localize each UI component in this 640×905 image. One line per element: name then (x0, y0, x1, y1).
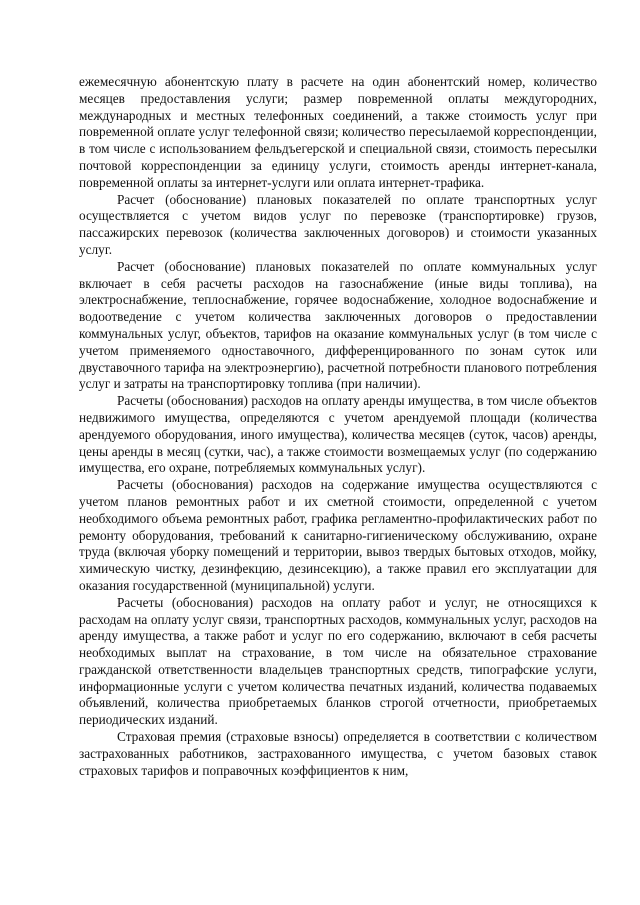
paragraph-communication-services: ежемесячную абонентскую плату в расчете на один абонентский номер, количество месяцев предоставления услуги; размер повременной оплаты междугородних, международных и местных телефонных соединений, а также стоимость услуг при повременной оплате услуг телефонной связи; количество пересылаемой корреспонденции, в том числе с использованием фельдъегерской и специальной связи, стоимость пересылки почтовой корреспонденции за единицу услуги, стоимость аренды интернет-канала, повременной оплаты за интернет-услуги или оплата интернет-трафика. (79, 74, 597, 190)
paragraph-other-services: Расчеты (обоснования) расходов на оплату работ и услуг, не относящихся к расходам на оплату услуг связи, транспортных расходов, коммунальных услуг, расходов на аренду имущества, а также работ и услуг по его содержанию, включают в себя расчеты необходимых выплат на страхование, в том числе на обязательное страхование гражданской ответственности владельцев транспортных средств, типографские услуги, информационные услуги с учетом количества печатных изданий, количества подаваемых объявлений, количества приобретаемых бланков строгой отчетности, приобретаемых периодических изданий. (79, 594, 597, 728)
paragraph-property-rent: Расчеты (обоснования) расходов на оплату аренды имущества, в том числе объектов недвижимого имущества, определяются с учетом арендуемой площади (количества арендуемого оборудования, иного имущества), количества месяцев (суток, часов) аренды, цены аренды в месяц (сутки, час), а также стоимости возмещаемых услуг (по содержанию имущества, его охране, потребляемых коммунальных услуг). (79, 393, 597, 476)
document-page (79, 74, 597, 779)
paragraph-utility-services: Расчет (обоснование) плановых показателей по оплате коммунальных услуг включает в себя расчеты расходов на газоснабжение (иные виды топлива), на электроснабжение, теплоснабжение, горячее водоснабжение, холодное водоснабжение и водоотведение с учетом количества заключенных договоров о предоставлении коммунальных услуг, объектов, тарифов на оказание коммунальных услуг (в том числе с учетом применяемого одноставочного, дифференцированного по зонам суток или двуставочного тарифа на электроэнергию), расчетной потребности планового потребления услуг и затраты на транспортировку топлива (при наличии). (79, 258, 597, 392)
paragraph-insurance-premium: Страховая премия (страховые взносы) определяется в соответствии с количеством застрахованных работников, застрахованного имущества, с учетом базовых ставок страховых тарифов и поправочных коэффициентов к ним, (79, 729, 597, 778)
paragraph-property-maintenance: Расчеты (обоснования) расходов на содержание имущества осуществляются с учетом планов ремонтных работ и их сметной стоимости, определенной с учетом необходимого объема ремонтных работ, графика регламентно-профилактических работ по ремонту оборудования, требований к санитарно-гигиеническому обслуживанию, охране труда (включая уборку помещений и территории, вывоз твердых бытовых отходов, мойку, химическую чистку, дезинфекцию, дезинсекцию), а также правил его эксплуатации для оказания государственной (муниципальной) услуги. (79, 477, 597, 593)
paragraph-transport-services: Расчет (обоснование) плановых показателей по оплате транспортных услуг осуществляется с учетом видов услуг по перевозке (транспортировке) грузов, пассажирских перевозок (количества заключенных договоров) и стоимости указанных услуг. (79, 191, 597, 257)
